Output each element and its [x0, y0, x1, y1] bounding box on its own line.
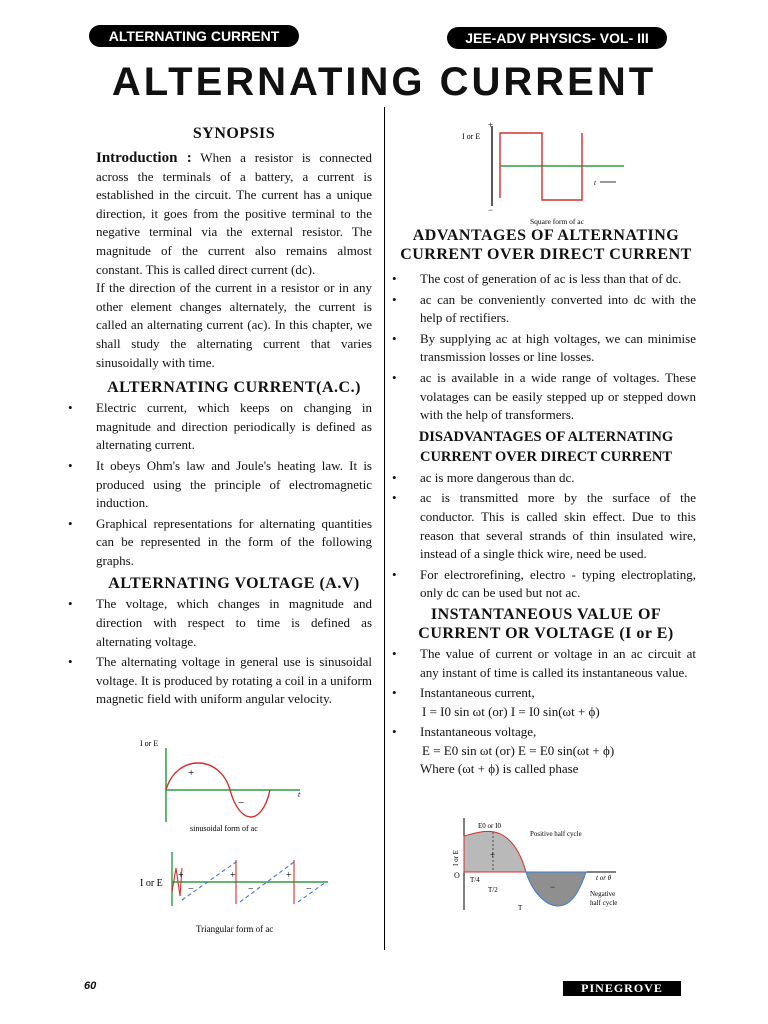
negative-label: Negative: [590, 890, 616, 898]
y-label: I or E: [452, 850, 460, 866]
column-divider: [384, 107, 385, 950]
t-label: t: [298, 790, 301, 799]
list-item: • Graphical representations for alternating quantities can be represented in the form of the following graphs.: [96, 515, 372, 571]
minus-sign: −: [488, 205, 494, 215]
list-item: • The cost of generation of ac is less than that of dc.: [396, 270, 696, 289]
plus-sign: +: [188, 767, 195, 779]
plus-sign: +: [230, 870, 236, 881]
half-cycle-figure: [448, 814, 638, 914]
list-item: • Electric current, which keeps on changing in magnitude and direction periodically is defined as alternating current.: [96, 399, 372, 455]
page-number: 60: [84, 980, 97, 992]
y-label: I or E: [462, 132, 481, 141]
x-label: t or θ: [596, 874, 612, 882]
list-item: • ac can be conveniently converted into dc with the help of rectifiers.: [396, 291, 696, 328]
sinusoidal-figure: [132, 734, 322, 834]
list-item: [396, 723, 696, 779]
av-heading: ALTERNATING VOLTAGE (A.V): [108, 575, 360, 593]
list-item: • The voltage, which changes in magnitude and direction with respect to time is defined as alternating voltage.: [96, 595, 372, 651]
voltage-label: • Instantaneous voltage,: [420, 724, 537, 740]
peak-label: E0 or I0: [478, 822, 501, 830]
list-item: • For electrorefining, electro - typing electroplating, only dc can be used but not ac.: [396, 566, 696, 603]
y-label: I or E: [140, 878, 163, 889]
minus-sign: −: [550, 882, 556, 892]
negative-label-2: half cycle: [590, 899, 618, 907]
t-label: T: [518, 904, 523, 912]
y-label: I or E: [140, 739, 159, 748]
positive-label: Positive half cycle: [530, 830, 582, 838]
list-item: [396, 684, 696, 721]
synopsis-heading: SYNOPSIS: [192, 125, 276, 142]
tri-caption: Triangular form of ac: [196, 924, 274, 934]
advantages-heading: ADVANTAGES OF ALTERNATING CURRENT OVER DIRECT CURRENT: [400, 227, 692, 263]
voltage-equation: E = E0 sin ωt (or) E = E0 sin(ωt + ϕ): [422, 742, 615, 758]
advantages-list: [396, 270, 696, 425]
t-label: t: [594, 179, 596, 187]
list-item: • ac is available in a wide range of voltages. These volatages can be easily stepped up or stepped down with the help of transformers.: [396, 369, 696, 425]
minus-sign: −: [306, 884, 312, 895]
volume-tag: JEE-ADV PHYSICS- VOL- III: [447, 27, 667, 49]
minus-sign: −: [188, 884, 194, 895]
plus-sign: +: [490, 850, 496, 860]
intro-paragraph: [96, 149, 372, 279]
left-column: [96, 122, 372, 711]
instantaneous-list: [396, 645, 696, 779]
square-caption: Square form of ac: [530, 217, 584, 226]
list-item: • ac is transmitted more by the surface of the conductor. This is called skin effect. Due to this reason that several strands of thin insulated wire, instead of a single thick wire, need be used.: [396, 489, 696, 563]
intro-text: When a resistor is connected across the terminals of a battery, a current is established in the circuit. The current has a unique direction, it goes from the positive terminal to the negative terminal via the external resistor. The magnitude of the current also remains almost constant. This is called direct current (dc).: [96, 150, 372, 277]
disadvantages-list: [396, 469, 696, 603]
disadvantages-heading: DISADVANTAGES OF ALTERNATING CURRENT OVER DIRECT CURRENT: [418, 428, 674, 465]
square-figure: [458, 120, 638, 230]
plus-sign: +: [488, 120, 494, 130]
intro-paragraph-2: If the direction of the current in a resistor or in any other element changes alternately, the current is called an alternating current (ac). In this chapter, we shall study the alternating current that varies sinusoidally with time.: [96, 280, 372, 370]
plus-sign: +: [178, 870, 184, 881]
ac-heading: ALTERNATING CURRENT(A.C.): [107, 379, 361, 397]
phase-text: Where (ωt + ϕ) is called phase: [420, 761, 579, 777]
origin-label: O: [454, 871, 460, 880]
list-item: • The value of current or voltage in an ac circuit at any instant of time is called its instantaneous value.: [396, 645, 696, 682]
plus-sign: +: [286, 870, 292, 881]
ac-list: [96, 399, 372, 570]
list-item: • It obeys Ohm's law and Joule's heating law. It is produced using the principle of electromagnetic induction.: [96, 457, 372, 513]
list-item: • The alternating voltage in general use is sinusoidal voltage. It is produced by rotating a coil in a uniform magnetic field with uniform angular velocity.: [96, 653, 372, 709]
page-title: ALTERNATING CURRENT: [111, 60, 657, 104]
t2-label: T/2: [488, 886, 498, 894]
list-item: • By supplying ac at high voltages, we can minimise transmission losses or line losses.: [396, 330, 696, 367]
current-equation: I = I0 sin ωt (or) I = I0 sin(ωt + ϕ): [422, 703, 600, 719]
t4-label: T/4: [470, 876, 480, 884]
instantaneous-heading: INSTANTANEOUS VALUE OF CURRENT OR VOLTAGE (I or E): [418, 605, 674, 642]
minus-sign: −: [238, 797, 245, 809]
right-column: [396, 224, 696, 781]
triangular-figure: [130, 848, 340, 940]
chapter-tag: ALTERNATING CURRENT: [89, 25, 299, 47]
publisher-badge: PINEGROVE: [563, 981, 681, 996]
sine-caption: sinusoidal form of ac: [190, 824, 258, 833]
negative-half: [526, 872, 586, 906]
av-list: [96, 595, 372, 709]
current-label: • Instantaneous current,: [420, 685, 535, 701]
intro-label: Introduction :: [96, 150, 192, 166]
list-item: • ac is more dangerous than dc.: [396, 469, 696, 488]
minus-sign: −: [248, 884, 254, 895]
